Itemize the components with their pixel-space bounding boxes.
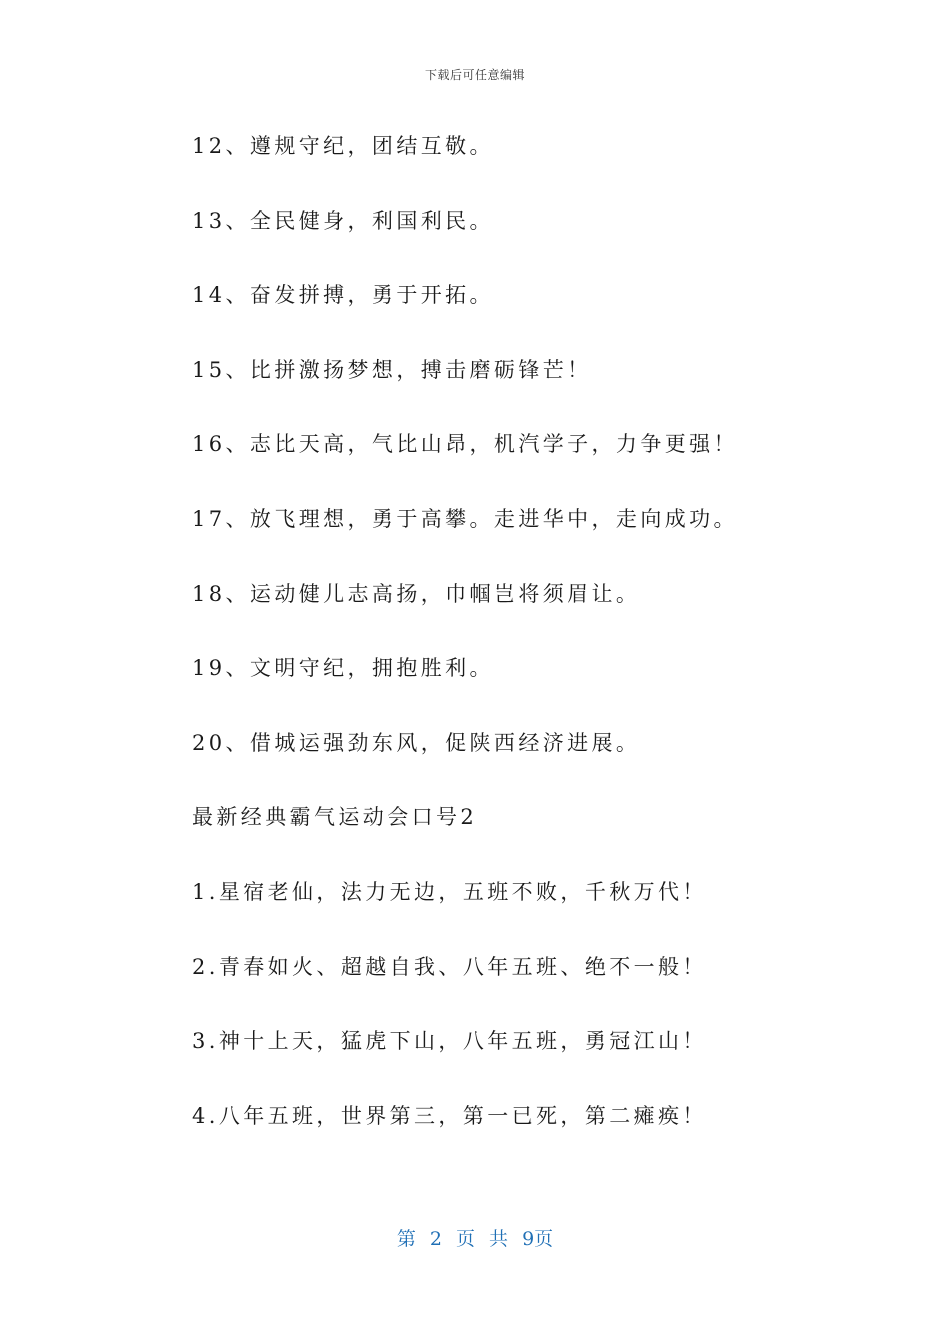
text-line: 4.八年五班，世界第三，第一已死，第二瘫痪！ bbox=[192, 1103, 707, 1128]
text-line: 3.神十上天，猛虎下山，八年五班，勇冠江山！ bbox=[192, 1029, 707, 1054]
text-line: 15、比拼激扬梦想，搏击磨砺锋芒！ bbox=[192, 357, 592, 382]
text-line: 20、借城运强劲东风，促陕西经济进展。 bbox=[192, 730, 641, 755]
text-line: 14、奋发拼搏，勇于开拓。 bbox=[192, 283, 494, 308]
text-line: 12、遵规守纪，团结互敬。 bbox=[192, 134, 494, 158]
text-line: 13、全民健身，利国利民。 bbox=[192, 208, 494, 233]
section-heading: 最新经典霸气运动会口号2 bbox=[192, 805, 478, 830]
text-line: 19、文明守纪，拥抱胜利。 bbox=[192, 656, 494, 681]
document-body bbox=[192, 128, 892, 1172]
page-number-footer: 第 2 页 共 9页 bbox=[396, 1228, 554, 1250]
text-line: 16、志比天高，气比山昂，机汽学子，力争更强！ bbox=[192, 432, 738, 457]
text-line: 18、运动健儿志高扬，巾帼岂将须眉让。 bbox=[192, 581, 641, 606]
page-header: 下载后可任意编辑 bbox=[424, 68, 525, 82]
text-line: 1.星宿老仙，法力无边，五班不败，千秋万代！ bbox=[192, 879, 707, 904]
text-line: 2.青春如火、超越自我、八年五班、绝不一般！ bbox=[192, 954, 707, 979]
text-line: 17、放飞理想，勇于高攀。走进华中，走向成功。 bbox=[192, 506, 738, 531]
